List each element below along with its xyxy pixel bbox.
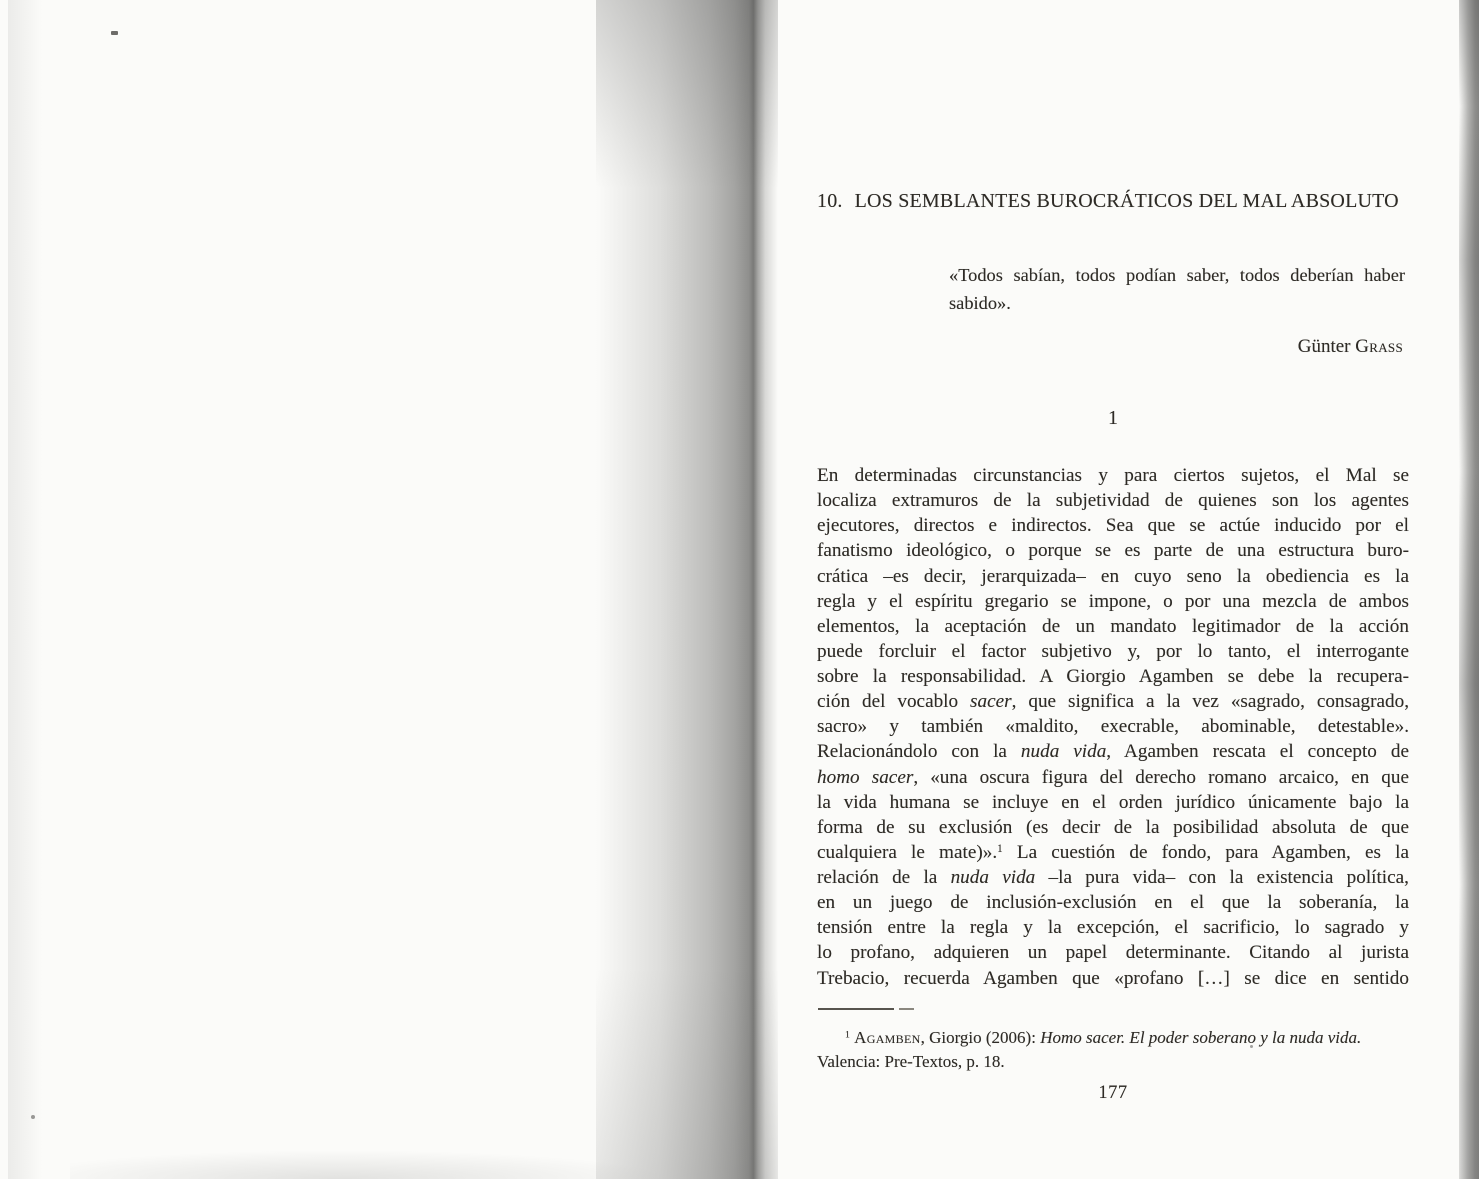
footnote-marker: 1 xyxy=(845,1029,850,1041)
body-line: puede forcluir el factor subjetivo y, por lo tanto, el interrogante xyxy=(817,640,1409,662)
body-line: crática –es decir, jerarquizada– en cuyo seno la obediencia es la xyxy=(817,565,1409,587)
footnote-author: Agamben xyxy=(854,1028,921,1047)
body-line: forma de su exclusión (es decir de la posibilidad absoluta de que xyxy=(817,816,1409,838)
scan-speck xyxy=(31,1115,35,1119)
scan-speck xyxy=(111,31,118,35)
section-number: 1 xyxy=(1108,407,1118,429)
body-line: Trebacio, recuerda Agamben que «profano […] se dice en sentido xyxy=(817,967,1409,989)
body-line: sacro» y también «maldito, execrable, abominable, detestable». xyxy=(817,716,1409,738)
body-line: localiza extramuros de la subjetividad de quienes son los agentes xyxy=(817,490,1409,512)
epigraph-line: sabido». xyxy=(949,292,1011,313)
epigraph-attribution xyxy=(949,336,1403,358)
epigraph xyxy=(949,262,1405,317)
body-text xyxy=(817,463,1409,991)
chapter-title xyxy=(817,190,1409,213)
body-line: tensión entre la regla y la excepción, el sacrificio, lo sagrado y xyxy=(817,917,1409,939)
right-edge-shadow xyxy=(1459,0,1479,1179)
body-line: lo profano, adquieren un papel determinante. Citando al jurista xyxy=(817,942,1409,964)
body-line: Relacionándolo con la nuda vida, Agamben rescata el concepto de xyxy=(817,741,1409,763)
body-line: elementos, la aceptación de un mandato legitimador de la acción xyxy=(817,615,1409,637)
body-line: fanatismo ideológico, o porque se es parte de una estructura buro- xyxy=(817,540,1409,562)
body-line: homo sacer, «una oscura figura del derecho romano arcaico, en que xyxy=(817,766,1409,788)
body-line: sobre la responsabilidad. A Giorgio Agamben se debe la recupera- xyxy=(817,666,1409,687)
body-line: regla y el espíritu gregario se impone, o por una mezcla de ambos xyxy=(817,590,1409,612)
body-line: cualquiera le mate)».$^1$ La cuestión de fondo, para Agamben, es la xyxy=(817,841,1409,863)
body-line: En determinadas circunstancias y para ciertos sujetos, el Mal se xyxy=(817,465,1409,486)
page-number: 177 xyxy=(1098,1083,1128,1103)
footnote-mid-text: , Giorgio (2006): xyxy=(920,1028,1041,1047)
footnote-line xyxy=(817,1026,1409,1050)
footnote-separator xyxy=(818,1008,914,1010)
author-surname: Grass xyxy=(1355,336,1403,357)
chapter-title-text: LOS SEMBLANTES BUROCRÁTICOS DEL MAL ABSOLUTO xyxy=(854,190,1399,212)
gutter-shadow xyxy=(596,0,778,1179)
left-page xyxy=(0,0,640,1179)
epigraph-line: «Todos sabían, todos podían saber, todos deberían haber xyxy=(949,265,1405,285)
chapter-number: 10. xyxy=(817,190,843,212)
author-first-name: Günter xyxy=(1297,336,1351,357)
footnote xyxy=(817,1026,1409,1073)
scan-smudge xyxy=(70,1150,670,1179)
body-line: relación de la nuda vida –la pura vida– con la existencia política, xyxy=(817,867,1409,888)
footnote-publisher-line: Valencia: Pre-Textos, p. 18. xyxy=(817,1051,1005,1071)
body-line: ción del vocablo sacer, que significa a la vez «sagrado, consagrado, xyxy=(817,691,1409,713)
footnote-work-title: Homo sacer. El poder soberano y la nuda vida. xyxy=(1040,1028,1362,1047)
body-line: ejecutores, directos e indirectos. Sea que se actúe inducido por el xyxy=(817,515,1409,537)
body-line: en un juego de inclusión-exclusión en el que la soberanía, la xyxy=(817,892,1409,914)
body-line: la vida humana se incluye en el orden jurídico únicamente bajo la xyxy=(817,791,1409,813)
